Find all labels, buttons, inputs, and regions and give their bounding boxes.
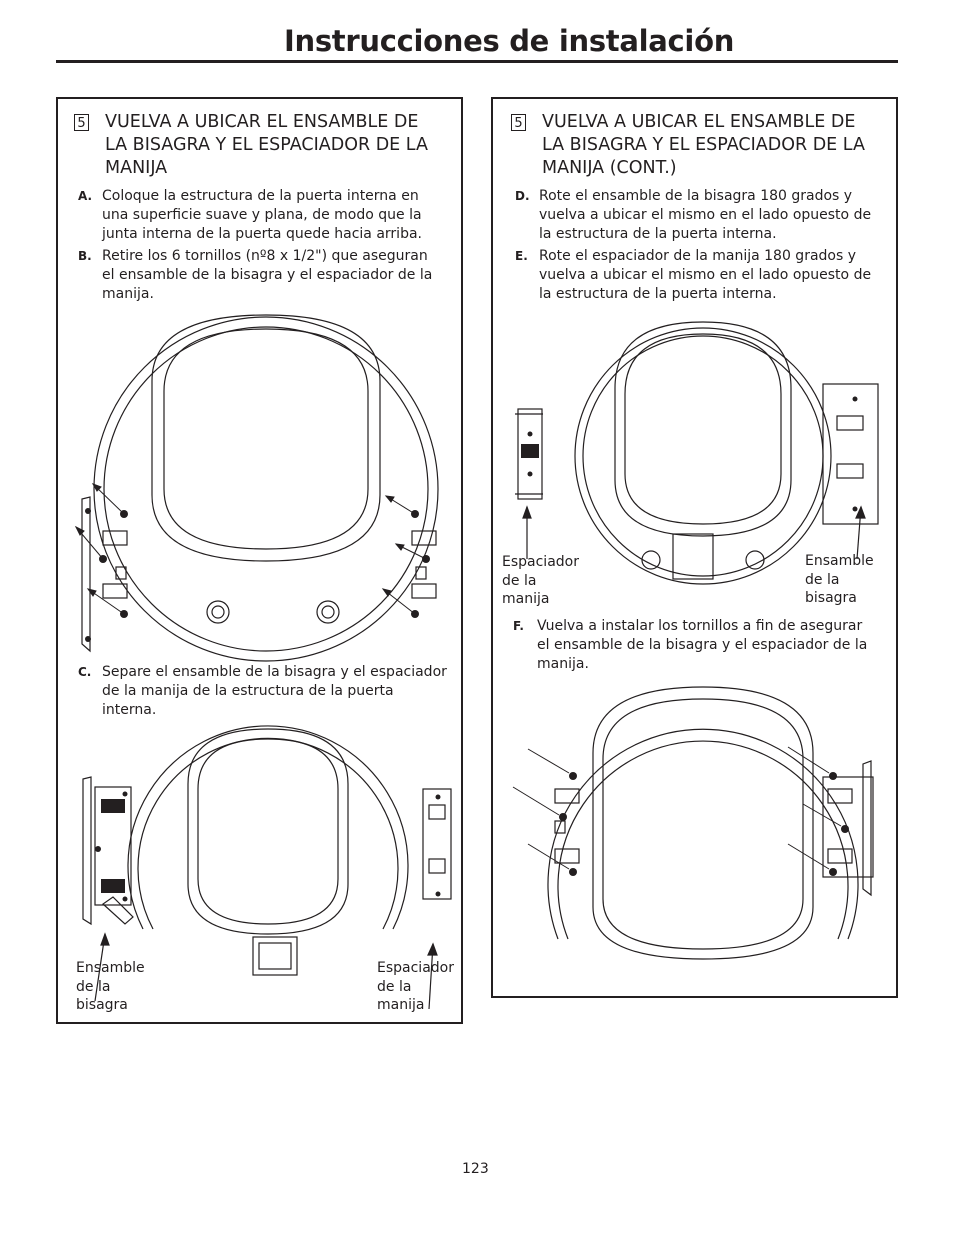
instruction-f [513, 617, 897, 677]
step-heading-line-2: LA BISAGRA Y EL ESPACIADOR DE LA [542, 135, 865, 155]
step-heading-line-1: VUELVA A UBICAR EL ENSAMBLE DE [542, 112, 856, 132]
instruction-text: Rote el espaciador de la manija 180 grados y vuelva a ubicar el mismo en el lado opuesto de la estructura de la puerta interna. [539, 248, 872, 302]
instruction-letter: E. [515, 249, 528, 263]
page-number: 123 [462, 1161, 489, 1177]
hinge-assembly-caption: Ensamble de la bisagra [805, 553, 874, 606]
page-title: Instrucciones de instalación [284, 24, 735, 58]
instruction-e [515, 247, 895, 307]
handle-spacer-caption: Espaciador de la manija [377, 960, 454, 1013]
instruction-letter: A. [78, 189, 93, 203]
instruction-b [78, 247, 458, 307]
step-heading-line-1: VUELVA A UBICAR EL ENSAMBLE DE [105, 112, 419, 132]
instruction-c [78, 663, 462, 723]
instruction-text: Coloque la estructura de la puerta interna en una superficie suave y plana, de modo que la junta interna de la puerta quede hacia arriba. [102, 188, 422, 242]
title-divider [56, 60, 898, 63]
step-heading-line-3: MANIJA (CONT.) [542, 158, 677, 178]
step-heading [74, 111, 454, 183]
instruction-text: Rote el ensamble de la bisagra 180 grados y vuelva a ubicar el mismo en el lado opuesto de la estructura de la puerta interna. [539, 188, 872, 242]
step-5-panel-right [491, 97, 898, 998]
step-heading-line-3: MANIJA [105, 158, 168, 178]
instruction-letter: B. [78, 249, 92, 263]
step-number-box: 5 [74, 114, 89, 131]
door-screws-diagram [68, 299, 448, 659]
instruction-letter: F. [513, 619, 524, 633]
instruction-a [78, 187, 458, 247]
instruction-d [515, 187, 895, 247]
instruction-text: Retire los 6 tornillos (nº8 x 1/2") que aseguran el ensamble de la bisagra y el espaciador de la manija. [102, 248, 433, 302]
instruction-letter: C. [78, 665, 92, 679]
door-separated-diagram [73, 719, 453, 969]
step-number-box: 5 [511, 114, 526, 131]
hinge-assembly-caption: Ensamble de la bisagra [76, 960, 145, 1013]
step-5-panel-left [56, 97, 463, 1024]
instruction-text: Vuelva a instalar los tornillos a fin de asegurar el ensamble de la bisagra y el espaciador de la manija. [537, 618, 868, 672]
step-heading [511, 111, 891, 183]
instruction-letter: D. [515, 189, 530, 203]
instruction-text: Separe el ensamble de la bisagra y el espaciador de la manija de la estructura de la puerta interna. [102, 664, 447, 718]
step-heading-line-2: LA BISAGRA Y EL ESPACIADOR DE LA [105, 135, 428, 155]
door-reinstall-screws-diagram [503, 669, 888, 989]
handle-spacer-caption: Espaciador de la manija [502, 554, 579, 607]
